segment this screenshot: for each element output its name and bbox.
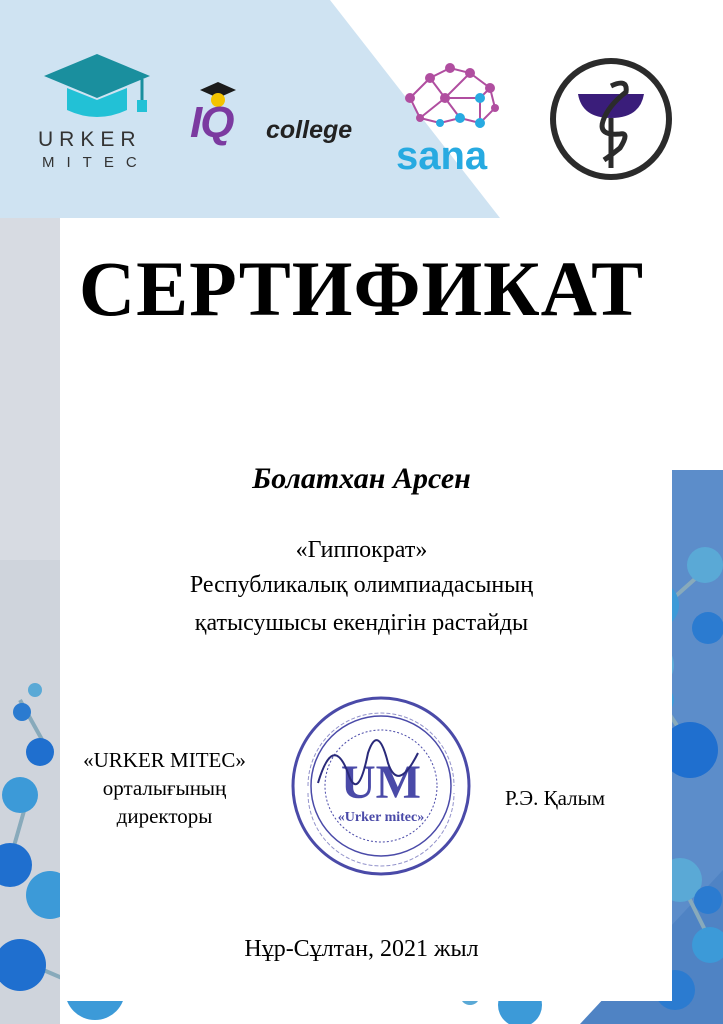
olympiad-line: Республикалық олимпиадасының [189,572,534,598]
signatory-center: орталығының [102,776,227,800]
olympiad-name: «Гиппократ» [295,537,428,563]
signatory-org: «URKER MITEC» [83,748,246,772]
iq-college-logo [190,80,360,160]
bowl-of-hygieia-icon [548,56,674,182]
official-stamp [288,693,474,879]
stamp-monogram: UM [341,756,421,809]
sana-word: sana [396,134,488,178]
urker-line2: MITEC [42,154,149,171]
confirmation-line: қатысушысы екендігін растайды [194,610,529,636]
recipient-name: Болатхан Арсен [252,462,471,495]
certificate-title: СЕРТИФИКАТ [78,245,645,332]
graduation-cap-icon [42,52,152,122]
iq-college-word: college [266,116,353,144]
urker-line1: URKER [38,128,142,151]
signatory-title: директоры [116,804,213,828]
stamp-org: «Urker mitec» [337,810,425,825]
iq-mark: IQ [190,98,233,147]
network-brain-icon [390,58,510,138]
urker-mitec-logo [30,52,170,177]
sana-logo [390,58,510,180]
place-and-year: Нұр-Сұлтан, 2021 жыл [244,936,479,962]
signatory-name: Р.Э. Қалым [505,786,606,810]
